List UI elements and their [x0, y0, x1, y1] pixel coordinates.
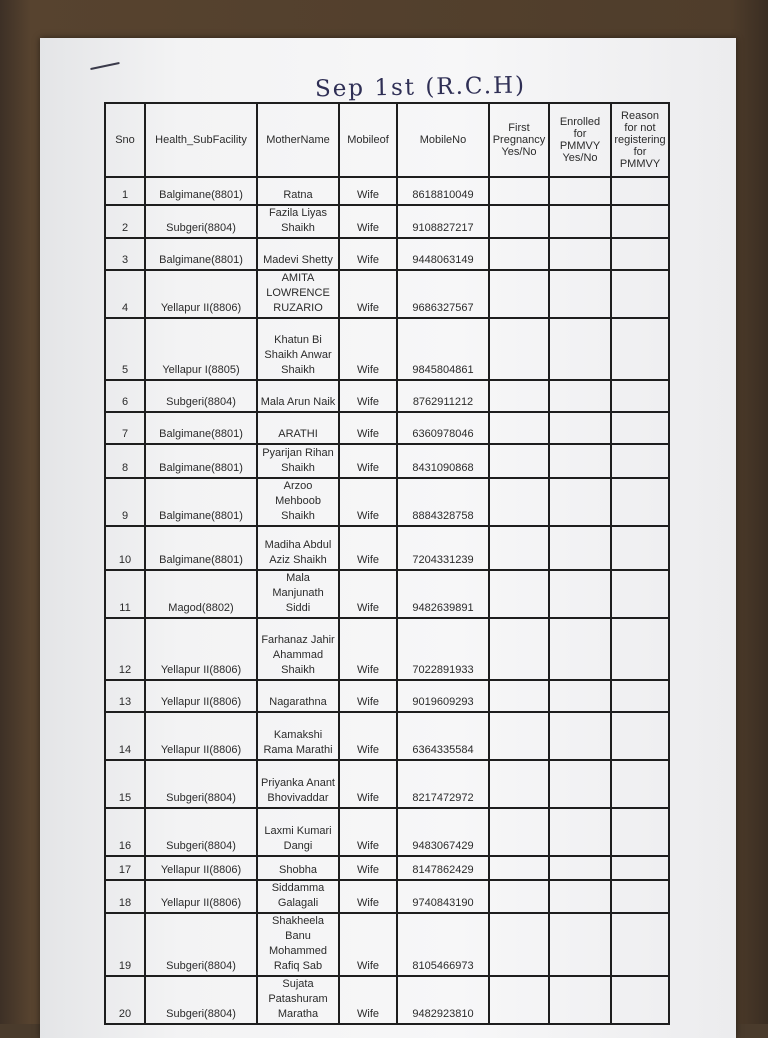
first-pregnancy-cell — [489, 618, 549, 680]
facility-cell: Balgimane(8801) — [145, 526, 257, 570]
enrolled-cell — [549, 712, 611, 760]
mobile-of-cell: Wife — [339, 618, 397, 680]
reason-cell — [611, 618, 669, 680]
mother-name-cell: Ratna — [257, 177, 339, 205]
mobile-of-cell: Wife — [339, 808, 397, 856]
enrolled-cell — [549, 318, 611, 380]
mother-name-cell: Priyanka Anant Bhovivaddar — [257, 760, 339, 808]
mother-name-cell: Shakheela Banu Mohammed Rafiq Sab — [257, 913, 339, 976]
reason-cell — [611, 238, 669, 270]
table-row — [105, 808, 669, 856]
enrolled-cell — [549, 976, 611, 1024]
enrolled-cell — [549, 680, 611, 712]
mobile-of-cell: Wife — [339, 238, 397, 270]
sno-cell: 12 — [105, 618, 145, 680]
sno-cell: 4 — [105, 270, 145, 318]
mother-name-cell: Madevi Shetty — [257, 238, 339, 270]
reason-cell — [611, 412, 669, 444]
facility-cell: Yellapur II(8806) — [145, 618, 257, 680]
reason-cell — [611, 205, 669, 238]
sno-cell: 13 — [105, 680, 145, 712]
mobile-no-cell: 9482639891 — [397, 570, 489, 618]
first-pregnancy-cell — [489, 238, 549, 270]
first-pregnancy-cell — [489, 318, 549, 380]
sno-cell: 17 — [105, 856, 145, 880]
first-pregnancy-cell — [489, 412, 549, 444]
pen-mark — [90, 62, 120, 70]
mobile-of-cell: Wife — [339, 680, 397, 712]
facility-cell: Yellapur II(8806) — [145, 856, 257, 880]
reason-cell — [611, 680, 669, 712]
mobile-of-cell: Wife — [339, 856, 397, 880]
mobile-of-cell: Wife — [339, 478, 397, 526]
mother-name-cell: Khatun Bi Shaikh Anwar Shaikh — [257, 318, 339, 380]
reason-cell — [611, 760, 669, 808]
table-row — [105, 976, 669, 1024]
header-health-subfacility: Health_SubFacility — [145, 103, 257, 177]
enrolled-cell — [549, 177, 611, 205]
enrolled-cell — [549, 880, 611, 913]
reason-cell — [611, 478, 669, 526]
sno-cell: 3 — [105, 238, 145, 270]
header-mother-name: MotherName — [257, 103, 339, 177]
facility-cell: Subgeri(8804) — [145, 913, 257, 976]
reason-cell — [611, 526, 669, 570]
facility-cell: Subgeri(8804) — [145, 808, 257, 856]
reason-cell — [611, 570, 669, 618]
first-pregnancy-cell — [489, 913, 549, 976]
mobile-of-cell: Wife — [339, 318, 397, 380]
facility-cell: Magod(8802) — [145, 570, 257, 618]
mobile-of-cell: Wife — [339, 270, 397, 318]
header-mobile-no: MobileNo — [397, 103, 489, 177]
table-row — [105, 570, 669, 618]
sno-cell: 18 — [105, 880, 145, 913]
mobile-of-cell: Wife — [339, 177, 397, 205]
reason-cell — [611, 856, 669, 880]
mobile-of-cell: Wife — [339, 976, 397, 1024]
sno-cell: 1 — [105, 177, 145, 205]
facility-cell: Subgeri(8804) — [145, 760, 257, 808]
sno-cell: 10 — [105, 526, 145, 570]
mobile-no-cell: 9686327567 — [397, 270, 489, 318]
mother-name-cell: Pyarijan Rihan Shaikh — [257, 444, 339, 478]
table-row — [105, 478, 669, 526]
facility-cell: Yellapur II(8806) — [145, 680, 257, 712]
mother-name-cell: Shobha — [257, 856, 339, 880]
header-reason: Reason for not registering for PMMVY — [611, 103, 669, 177]
table-row — [105, 444, 669, 478]
mobile-no-cell: 7022891933 — [397, 618, 489, 680]
first-pregnancy-cell — [489, 760, 549, 808]
mobile-of-cell: Wife — [339, 760, 397, 808]
reason-cell — [611, 880, 669, 913]
facility-cell: Balgimane(8801) — [145, 238, 257, 270]
mobile-no-cell: 8431090868 — [397, 444, 489, 478]
reason-cell — [611, 270, 669, 318]
reason-cell — [611, 808, 669, 856]
table-row — [105, 270, 669, 318]
facility-cell: Balgimane(8801) — [145, 412, 257, 444]
mother-name-cell: Nagarathna — [257, 680, 339, 712]
enrolled-cell — [549, 444, 611, 478]
mobile-of-cell: Wife — [339, 444, 397, 478]
facility-cell: Balgimane(8801) — [145, 177, 257, 205]
mobile-no-cell: 8105466973 — [397, 913, 489, 976]
reason-cell — [611, 444, 669, 478]
reason-cell — [611, 318, 669, 380]
mother-name-cell: Arzoo Mehboob Shaikh — [257, 478, 339, 526]
enrolled-cell — [549, 913, 611, 976]
table-row — [105, 380, 669, 412]
first-pregnancy-cell — [489, 680, 549, 712]
enrolled-cell — [549, 618, 611, 680]
facility-cell: Yellapur II(8806) — [145, 712, 257, 760]
sno-cell: 5 — [105, 318, 145, 380]
mobile-no-cell: 9108827217 — [397, 205, 489, 238]
mobile-no-cell: 9448063149 — [397, 238, 489, 270]
mobile-no-cell: 6364335584 — [397, 712, 489, 760]
table-row — [105, 712, 669, 760]
mother-name-cell: ARATHI — [257, 412, 339, 444]
mobile-no-cell: 9019609293 — [397, 680, 489, 712]
first-pregnancy-cell — [489, 205, 549, 238]
first-pregnancy-cell — [489, 712, 549, 760]
enrolled-cell — [549, 526, 611, 570]
handwritten-title: Sep 1st (R.C.H) — [314, 72, 527, 103]
first-pregnancy-cell — [489, 526, 549, 570]
mobile-no-cell: 8762911212 — [397, 380, 489, 412]
facility-cell: Yellapur II(8806) — [145, 880, 257, 913]
reason-cell — [611, 177, 669, 205]
enrolled-cell — [549, 570, 611, 618]
table-row — [105, 880, 669, 913]
facility-cell: Yellapur II(8806) — [145, 270, 257, 318]
enrolled-cell — [549, 270, 611, 318]
mother-name-cell: Laxmi Kumari Dangi — [257, 808, 339, 856]
facility-cell: Subgeri(8804) — [145, 976, 257, 1024]
mobile-of-cell: Wife — [339, 412, 397, 444]
first-pregnancy-cell — [489, 880, 549, 913]
mobile-no-cell: 8147862429 — [397, 856, 489, 880]
mobile-no-cell: 9845804861 — [397, 318, 489, 380]
mother-name-cell: AMITA LOWRENCE RUZARIO — [257, 270, 339, 318]
reason-cell — [611, 976, 669, 1024]
mobile-no-cell: 8884328758 — [397, 478, 489, 526]
reason-cell — [611, 913, 669, 976]
register-table — [104, 102, 670, 1025]
header-first-pregnancy: First Pregnancy Yes/No — [489, 103, 549, 177]
first-pregnancy-cell — [489, 808, 549, 856]
header-mobile-of: Mobileof — [339, 103, 397, 177]
mother-name-cell: Kamakshi Rama Marathi — [257, 712, 339, 760]
facility-cell: Yellapur I(8805) — [145, 318, 257, 380]
first-pregnancy-cell — [489, 856, 549, 880]
header-row — [105, 103, 669, 177]
mother-name-cell: Fazila Liyas Shaikh — [257, 205, 339, 238]
sno-cell: 16 — [105, 808, 145, 856]
mobile-of-cell: Wife — [339, 913, 397, 976]
sno-cell: 9 — [105, 478, 145, 526]
facility-cell: Balgimane(8801) — [145, 478, 257, 526]
table-row — [105, 760, 669, 808]
table-row — [105, 205, 669, 238]
table-row — [105, 177, 669, 205]
facility-cell: Subgeri(8804) — [145, 380, 257, 412]
mobile-of-cell: Wife — [339, 712, 397, 760]
first-pregnancy-cell — [489, 177, 549, 205]
sno-cell: 2 — [105, 205, 145, 238]
enrolled-cell — [549, 380, 611, 412]
table-row — [105, 412, 669, 444]
enrolled-cell — [549, 205, 611, 238]
mother-name-cell: Farhanaz Jahir Ahammad Shaikh — [257, 618, 339, 680]
table-row — [105, 680, 669, 712]
table-row — [105, 238, 669, 270]
table-row — [105, 526, 669, 570]
mother-name-cell: Madiha Abdul Aziz Shaikh — [257, 526, 339, 570]
enrolled-cell — [549, 238, 611, 270]
reason-cell — [611, 712, 669, 760]
reason-cell — [611, 380, 669, 412]
mobile-no-cell: 9483067429 — [397, 808, 489, 856]
enrolled-cell — [549, 856, 611, 880]
sno-cell: 14 — [105, 712, 145, 760]
table-row — [105, 856, 669, 880]
enrolled-cell — [549, 760, 611, 808]
mobile-of-cell: Wife — [339, 880, 397, 913]
table-row — [105, 318, 669, 380]
facility-cell: Subgeri(8804) — [145, 205, 257, 238]
first-pregnancy-cell — [489, 380, 549, 412]
table-row — [105, 913, 669, 976]
mother-name-cell: Sujata Patashuram Maratha — [257, 976, 339, 1024]
header-enrolled: Enrolled for PMMVY Yes/No — [549, 103, 611, 177]
enrolled-cell — [549, 412, 611, 444]
mobile-of-cell: Wife — [339, 570, 397, 618]
header-sno: Sno — [105, 103, 145, 177]
mobile-no-cell: 9482923810 — [397, 976, 489, 1024]
mobile-of-cell: Wife — [339, 526, 397, 570]
enrolled-cell — [549, 478, 611, 526]
facility-cell: Balgimane(8801) — [145, 444, 257, 478]
enrolled-cell — [549, 808, 611, 856]
mother-name-cell: Mala Arun Naik — [257, 380, 339, 412]
mother-name-cell: Siddamma Galagali — [257, 880, 339, 913]
first-pregnancy-cell — [489, 478, 549, 526]
sno-cell: 6 — [105, 380, 145, 412]
mobile-no-cell: 8618810049 — [397, 177, 489, 205]
sno-cell: 11 — [105, 570, 145, 618]
mobile-of-cell: Wife — [339, 380, 397, 412]
table-row — [105, 618, 669, 680]
paper-sheet — [40, 38, 736, 1038]
sno-cell: 7 — [105, 412, 145, 444]
sno-cell: 15 — [105, 760, 145, 808]
mobile-no-cell: 9740843190 — [397, 880, 489, 913]
sno-cell: 8 — [105, 444, 145, 478]
mobile-of-cell: Wife — [339, 205, 397, 238]
first-pregnancy-cell — [489, 270, 549, 318]
mother-name-cell: Mala Manjunath Siddi — [257, 570, 339, 618]
sno-cell: 20 — [105, 976, 145, 1024]
mobile-no-cell: 8217472972 — [397, 760, 489, 808]
first-pregnancy-cell — [489, 976, 549, 1024]
mobile-no-cell: 6360978046 — [397, 412, 489, 444]
first-pregnancy-cell — [489, 570, 549, 618]
first-pregnancy-cell — [489, 444, 549, 478]
mobile-no-cell: 7204331239 — [397, 526, 489, 570]
sno-cell: 19 — [105, 913, 145, 976]
